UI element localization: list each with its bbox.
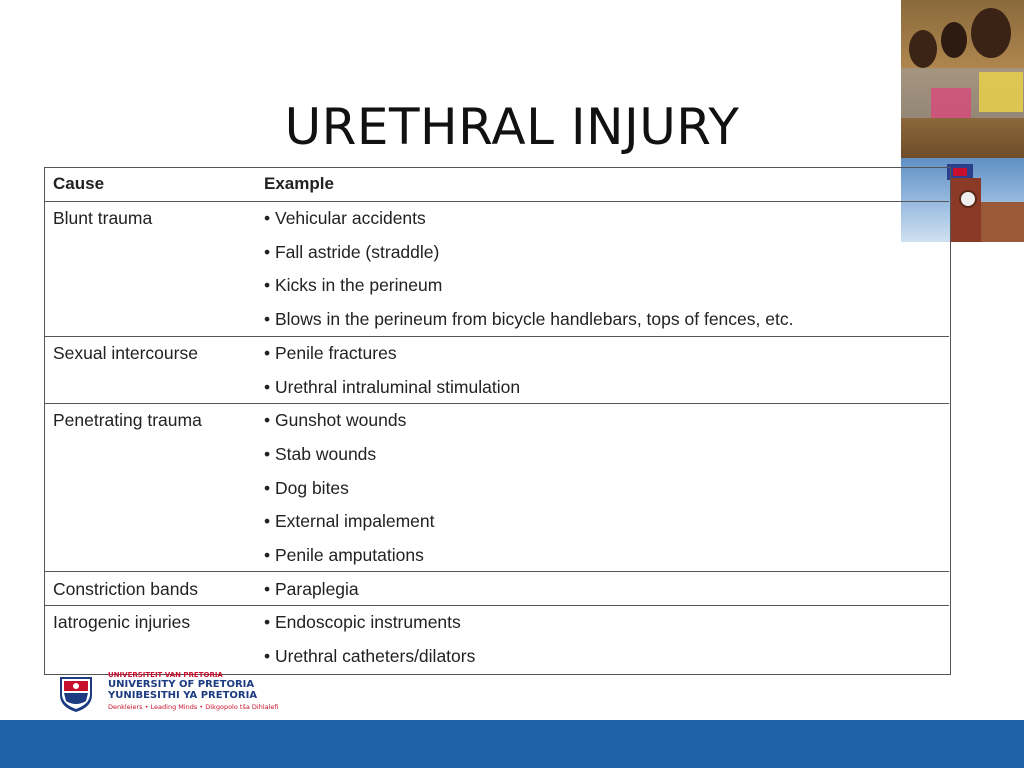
cause-cell: Penetrating trauma bbox=[53, 410, 202, 430]
example-cell: • Gunshot wounds bbox=[264, 410, 407, 430]
cause-cell: Sexual intercourse bbox=[53, 343, 198, 363]
column-header-cause: Cause bbox=[53, 174, 105, 193]
example-cell: • Stab wounds bbox=[264, 444, 377, 464]
example-cell: • Kicks in the perineum bbox=[264, 275, 443, 295]
example-cell: • Urethral intraluminal stimulation bbox=[264, 377, 521, 397]
slide-title: URETHRAL INJURY bbox=[284, 97, 740, 156]
footer-bar bbox=[0, 720, 1024, 768]
example-cell: • External impalement bbox=[264, 511, 435, 531]
cause-cell: Iatrogenic injuries bbox=[53, 612, 191, 632]
logo-line-1: UNIVERSITEIT VAN PRETORIA bbox=[108, 671, 223, 679]
example-cell: • Fall astride (straddle) bbox=[264, 242, 440, 262]
example-cell: • Blows in the perineum from bicycle handlebars, tops of fences, etc. bbox=[264, 309, 794, 329]
group-divider bbox=[44, 336, 949, 337]
cause-cell: Blunt trauma bbox=[53, 208, 153, 228]
example-cell: • Penile fractures bbox=[264, 343, 397, 363]
table-header-divider bbox=[44, 201, 949, 202]
university-logo bbox=[56, 671, 286, 716]
group-divider bbox=[44, 403, 949, 404]
logo-motto: Denkleiers • Leading Minds • Dikgopolo tša Dihlalefi bbox=[108, 703, 279, 711]
logo-line-3: YUNIBESITHI YA PRETORIA bbox=[108, 690, 258, 701]
example-cell: • Penile amputations bbox=[264, 545, 424, 565]
students-photo bbox=[901, 0, 1024, 158]
example-cell: • Dog bites bbox=[264, 478, 349, 498]
column-header-example: Example bbox=[264, 174, 334, 193]
university-crest-icon bbox=[56, 675, 96, 713]
group-divider bbox=[44, 571, 949, 572]
logo-line-2: UNIVERSITY OF PRETORIA bbox=[108, 679, 255, 690]
example-cell: • Paraplegia bbox=[264, 579, 359, 599]
cause-cell: Constriction bands bbox=[53, 579, 198, 599]
group-divider bbox=[44, 605, 949, 606]
example-cell: • Urethral catheters/dilators bbox=[264, 646, 476, 666]
example-cell: • Endoscopic instruments bbox=[264, 612, 461, 632]
example-cell: • Vehicular accidents bbox=[264, 208, 426, 228]
